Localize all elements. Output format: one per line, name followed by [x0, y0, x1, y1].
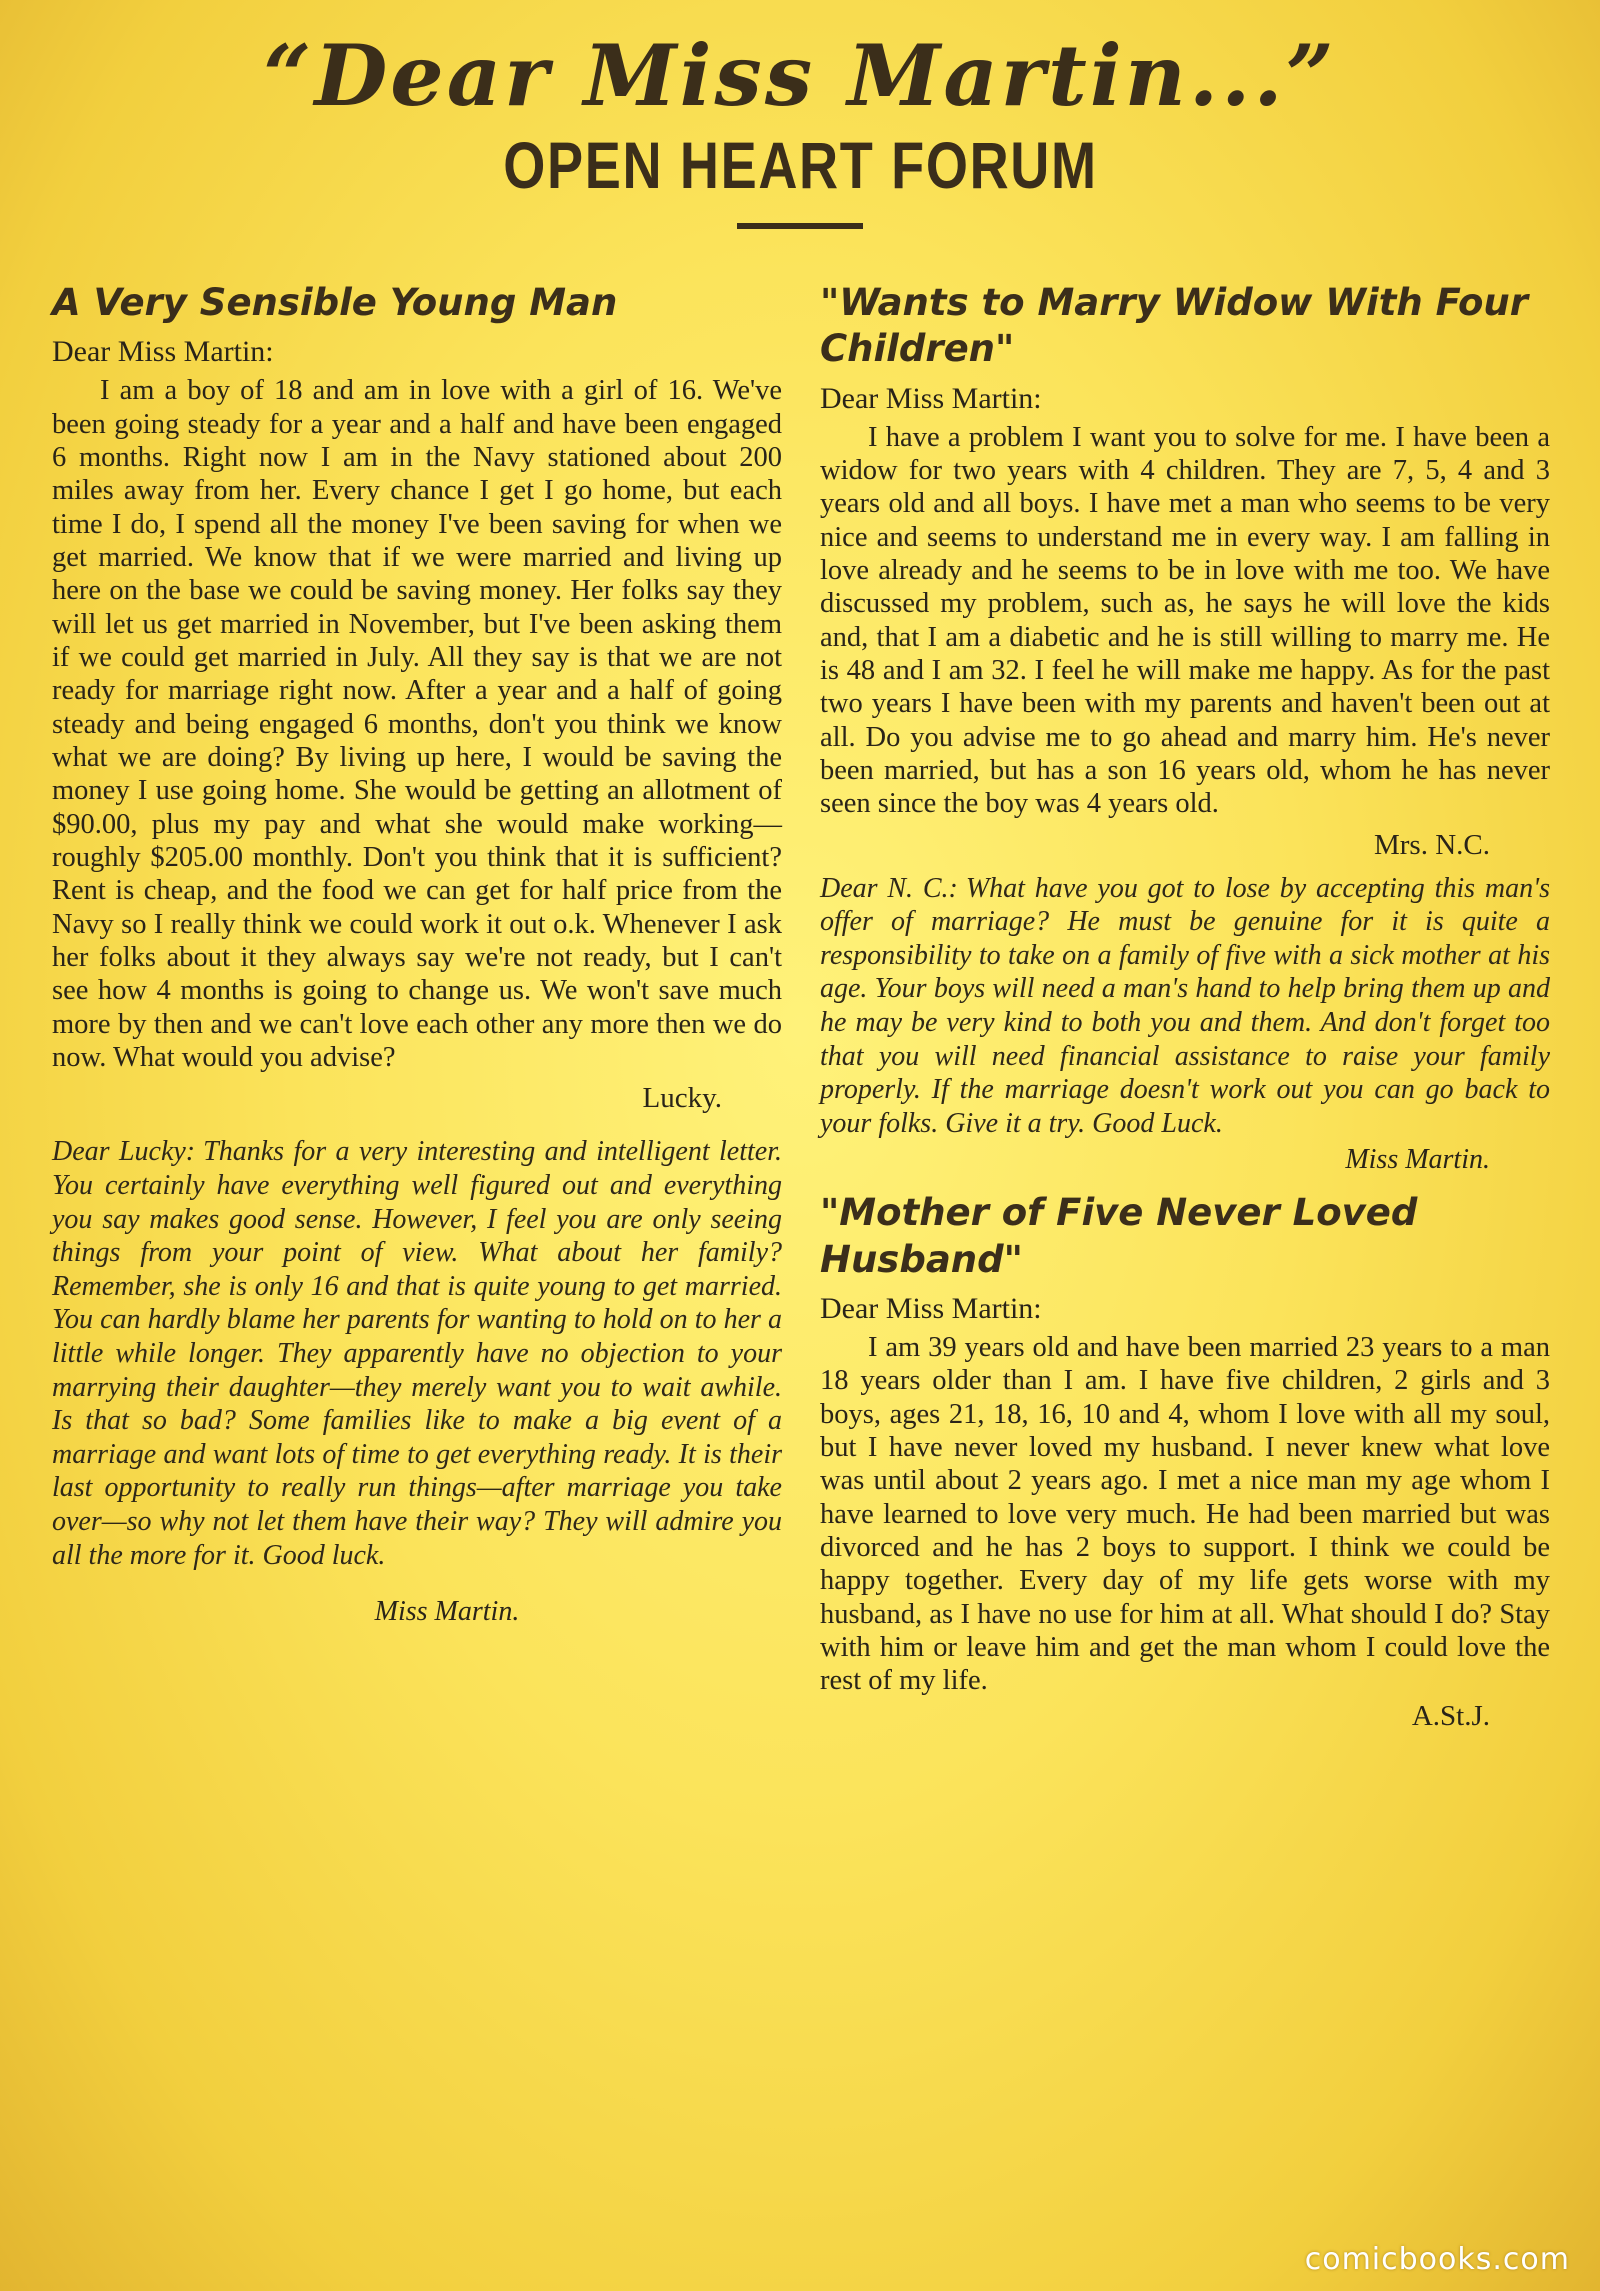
left-column — [52, 280, 782, 1628]
title-divider — [737, 223, 863, 229]
letter-body: I am 39 years old and have been married 23 years to a man 18 years older than I am. I have five children, 2 girls and 3 boys, ages 21, 18, 16, 10 and 4, whom I love with all my soul, but I have never loved my husband. I never knew what love was until about 2 years ago. I met a nice man my age whom I have learned to love very much. He had been married but was divorced and he has 2 boys to support. I think we could be happy together. Every day of my life gets worse with my husband, as I have no use for him at all. What should I do? Stay with him or leave him and get the man whom I could love the rest of my life. — [820, 1331, 1550, 1697]
masthead — [0, 28, 1600, 229]
letter-signature: A.St.J. — [1411, 1699, 1490, 1732]
reply-salutation: Dear N. C.: — [820, 872, 958, 904]
reply-text: Thanks for a very interesting and intelligent letter. You certainly have everything well figured out and everything you say makes good sense. However, I feel you are only seeing things from your point of view. What about her family? Remember, she is only 16 and that is quite young to get married. You can hardly blame her parents for wanting to hold on to her a little while longer. They apparently have no objection to your marrying their daughter—they merely want you to wait awhile. Is that so bad? Some families like to make a big event of a marriage and want lots of time to get everything ready. It is their last opportunity to really run things—after marriage you take over—so why not let them have their way? They will admire you all the more for it. Good luck. — [52, 1136, 782, 1571]
letter-signature: Mrs. N.C. — [1373, 828, 1490, 861]
letter-salutation: Dear Miss Martin: — [820, 381, 1042, 415]
letter-salutation: Dear Miss Martin: — [52, 335, 274, 369]
letter-signature: Lucky. — [642, 1082, 722, 1115]
page-subtitle: OPEN HEART FORUM — [502, 127, 1098, 202]
watermark: comicbooks.com — [1304, 2242, 1570, 2277]
reply-body — [820, 872, 1550, 1141]
right-column — [820, 280, 1550, 1743]
reply-salutation: Dear Lucky: — [52, 1136, 196, 1168]
page-title: “Dear Miss Martin...” — [263, 26, 1337, 125]
reply-body — [52, 1135, 782, 1572]
reply-signature: Miss Martin. — [1345, 1144, 1490, 1176]
reply-text: What have you got to lose by accepting this man's offer of marriage? He must be genuine for it is quite a responsibility to take on a family of five with a sick mother at his age. Your boys will need a man's hand to help bring them up and he may be very kind to both you and them. And don't forget too that you will need financial assistance to raise your family properly. If the marriage doesn't work out you can go back to your folks. Give it a try. Good Luck. — [820, 872, 1550, 1139]
letter-salutation: Dear Miss Martin: — [820, 1291, 1042, 1325]
letter-headline: A Very Sensible Young Man — [52, 281, 618, 324]
letter-headline: "Wants to Marry Widow With Four Children" — [820, 281, 1529, 371]
letter-body: I am a boy of 18 and am in love with a girl of 16. We've been going steady for a year and a half and have been engaged 6 months. Right now I am in the Navy stationed about 200 miles away from her. Every chance I get I go home, but each time I do, I spend all the money I've been saving for when we get married. We know that if we were married and living up here on the base we could be saving money. Her folks say they will let us get married in November, but I've been asking them if we could get married in July. All they say is that we are not ready for marriage right now. After a year and a half of going steady and being engaged 6 months, don't you think we know what we are doing? By living up here, I would be saving the money I use going home. She would be getting an allotment of $90.00, plus my pay and what she would make working—roughly $205.00 monthly. Don't you think that it is sufficient? Rent is cheap, and the food we can get for half price from the Navy so I really think we could work it out o.k. Whenever I ask her folks about it they always say we're not ready, but I can't see how 4 months is going to change us. We won't save much more by then and we can't love each other any more then we do now. What would you advise? — [52, 375, 782, 1074]
letter-headline: "Mother of Five Never Loved Husband" — [820, 1191, 1418, 1281]
reply-signature: Miss Martin. — [374, 1596, 520, 1628]
letter-body: I have a problem I want you to solve for me. I have been a widow for two years with 4 children. They are 7, 5, 4 and 3 years old and all boys. I have met a man who seems to be very nice and seems to understand me in every way. I am falling in love already and he seems to be in love with me too. We have discussed my problem, such as, he says he will love the kids and, that I am a diabetic and he is still willing to marry me. He is 48 and I am 32. I feel he will make me happy. As for the past two years I have been with my parents and haven't been out at all. Do you advise me to go ahead and marry him. He's never been married, but has a son 16 years old, whom he has never seen since the boy was 4 years old. — [820, 421, 1550, 820]
